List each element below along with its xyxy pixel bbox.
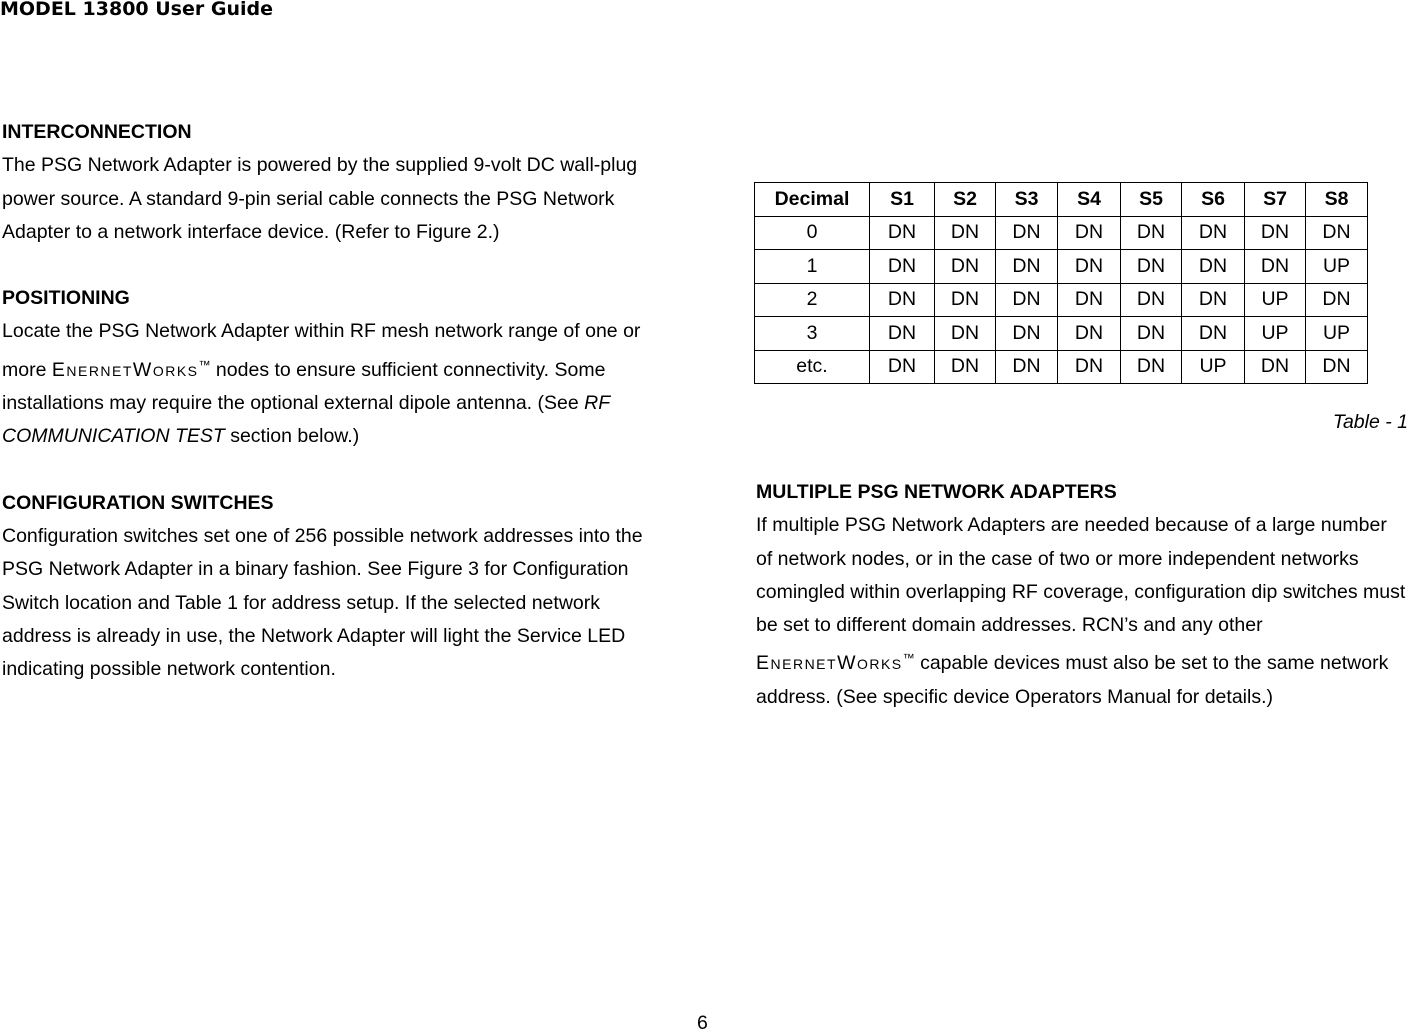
table-header-cell: S3 — [996, 183, 1058, 217]
positioning-heading: POSITIONING — [2, 287, 130, 310]
config-switches-paragraph: Configuration switches set one of 256 possible network addresses into the PSG Network Adapter in a binary fashion. See Figure 3 for Configuration Switch location and Table 1 for address setup. If the selected network address is already in use, the Network Adapter will light the Service LED indicating possible network contention. — [2, 524, 643, 681]
table-cell: DN — [1121, 250, 1182, 284]
table-cell: 3 — [755, 317, 870, 351]
config-switches-heading: CONFIGURATION SWITCHES — [2, 491, 274, 514]
table-cell: DN — [870, 317, 935, 351]
table-caption: Table - 1 — [1332, 411, 1408, 433]
table-cell: DN — [870, 216, 935, 250]
table-cell: DN — [1121, 283, 1182, 317]
table-header-cell: S1 — [870, 183, 935, 217]
table-row — [755, 216, 1368, 250]
table-cell: UP — [1306, 250, 1368, 284]
table-cell: DN — [1182, 283, 1245, 317]
table-header-cell: S2 — [935, 183, 996, 217]
table-cell: DN — [870, 350, 935, 384]
document-header: MODEL 13800 User Guide — [0, 0, 273, 20]
table-header-cell: S7 — [1245, 183, 1306, 217]
table-header-cell: S5 — [1121, 183, 1182, 217]
table-header-cell: S6 — [1182, 183, 1245, 217]
table-header-cell: S4 — [1058, 183, 1121, 217]
table-cell: DN — [1182, 216, 1245, 250]
table-cell: DN — [1058, 250, 1121, 284]
table-cell: DN — [1121, 317, 1182, 351]
table-cell: DN — [996, 317, 1058, 351]
table-cell: DN — [935, 283, 996, 317]
table-cell: DN — [935, 216, 996, 250]
table-cell: DN — [1121, 216, 1182, 250]
table-cell: DN — [996, 283, 1058, 317]
trademark-symbol: ™ — [198, 357, 211, 372]
table-cell: DN — [935, 350, 996, 384]
table-row — [755, 283, 1368, 317]
table-cell: DN — [1058, 283, 1121, 317]
table-cell: DN — [1306, 350, 1368, 384]
right-column — [756, 476, 1406, 747]
table-row — [755, 350, 1368, 384]
table-cell: DN — [1245, 216, 1306, 250]
interconnection-paragraph: The PSG Network Adapter is powered by the supplied 9-volt DC wall-plug power source. A standard 9-pin serial cable connects the PSG Network Adapter to a network interface device. (Refer to Figure 2.) — [2, 154, 638, 243]
table-row — [755, 250, 1368, 284]
table-cell: DN — [1245, 350, 1306, 384]
multiple-adapters-heading: MULTIPLE PSG NETWORK ADAPTERS — [756, 481, 1117, 503]
table-cell: DN — [870, 283, 935, 317]
section-reference: RF COMMUNICATION TEST — [2, 392, 610, 448]
table-cell: DN — [1121, 350, 1182, 384]
table-cell: 2 — [755, 283, 870, 317]
table-cell: DN — [935, 317, 996, 351]
table-cell: DN — [1058, 350, 1121, 384]
brand-name: EnernetWorks — [51, 358, 199, 381]
switch-address-table — [754, 182, 1368, 384]
table-cell: DN — [996, 250, 1058, 284]
table-cell: UP — [1306, 317, 1368, 351]
table-cell: UP — [1182, 350, 1245, 384]
table-header-row — [755, 183, 1368, 217]
table-cell: UP — [1245, 283, 1306, 317]
table-cell: 0 — [755, 216, 870, 250]
table-cell: DN — [1058, 216, 1121, 250]
table-cell: DN — [935, 250, 996, 284]
table-row — [755, 317, 1368, 351]
table-cell: etc. — [755, 350, 870, 384]
positioning-paragraph: Locate the PSG Network Adapter within RF mesh network range of one or more EnernetWorks™ nodes to ensure sufficient connectivity. Some installations may require the optional external dipole antenna. (See RF COMMUNICATION TEST section below.) — [2, 320, 641, 448]
table-cell: DN — [1058, 317, 1121, 351]
table-cell: DN — [1182, 317, 1245, 351]
table-cell: DN — [1245, 250, 1306, 284]
table-header-cell: Decimal — [755, 183, 870, 217]
left-column — [2, 116, 662, 719]
table-cell: DN — [996, 350, 1058, 384]
table-cell: UP — [1245, 317, 1306, 351]
table-header-cell: S8 — [1306, 183, 1368, 217]
page-number: 6 — [697, 1012, 708, 1034]
trademark-symbol: ™ — [902, 651, 915, 666]
table-cell: DN — [1306, 216, 1368, 250]
brand-name: EnernetWorks — [756, 652, 903, 675]
table-cell: DN — [1182, 250, 1245, 284]
switch-table-container — [754, 182, 1368, 384]
table-cell: DN — [1306, 283, 1368, 317]
table-cell: DN — [996, 216, 1058, 250]
table-cell: 1 — [755, 250, 870, 284]
multiple-adapters-paragraph: If multiple PSG Network Adapters are needed because of a large number of network nodes, or in the case of two or more independent networks comingled within overlapping RF coverage, configuration dip switches must be set to different domain addresses. RCN’s and any other EnernetWorks™ capable devices must also be set to the same network address. (See specific device Operators Manual for details.) — [756, 514, 1406, 708]
interconnection-heading: INTERCONNECTION — [2, 121, 192, 143]
table-cell: DN — [870, 250, 935, 284]
